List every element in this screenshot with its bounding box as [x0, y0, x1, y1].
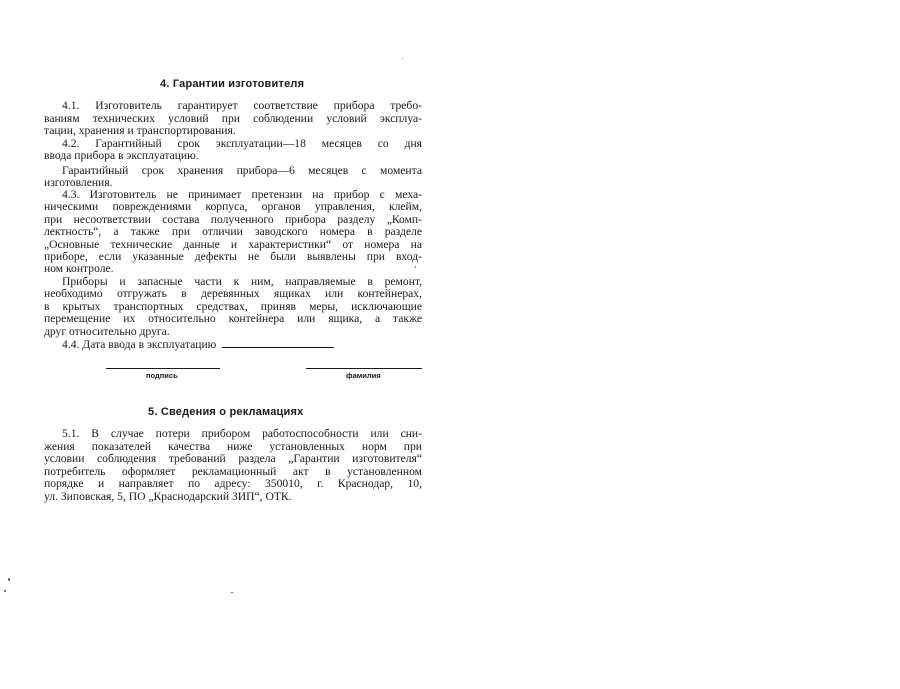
commissioning-date-row	[62, 337, 422, 351]
paragraph-line: 5.1. В случае потери прибором работоспособности или сни-	[62, 427, 422, 440]
surname-rule	[306, 368, 422, 369]
section-4-title: 4. Гарантии изготовителя	[160, 78, 305, 90]
surname-caption: фамилия	[346, 371, 381, 380]
paragraph-line: условии соблюдения требований раздела „Гарантии изготовителя“	[44, 452, 422, 465]
paragraph-line: потребитель оформляет рекламационный акт в установленном	[44, 465, 422, 478]
paragraph-line: ническими повреждениями корпуса, органов управления, клейм,	[44, 200, 422, 213]
paragraph-line: лектность“, а также при отличии заводского номера в разделе	[44, 225, 422, 238]
paragraph-line: изготовления.	[44, 176, 113, 189]
signature-rule	[106, 368, 220, 369]
commissioning-date-blank	[222, 337, 334, 348]
paragraph-line: приборе, если указанные дефекты не были выявлены при вход-	[44, 250, 422, 263]
paragraph-line: „Основные технические данные и характеристики“ от номера на	[44, 238, 422, 251]
scan-speck	[415, 266, 416, 268]
paragraph-line: ввода прибора в эксплуатацию.	[44, 149, 199, 162]
scan-speck	[402, 58, 403, 59]
paragraph-line: ваниям технических условий при соблюдении условий эксплуа-	[44, 112, 422, 125]
commissioning-date-label: 4.4. Дата ввода в эксплуатацию	[62, 338, 217, 351]
scan-speck	[231, 592, 233, 593]
paragraph-line: при несоответствии состава полученного прибора разделу „Комп-	[44, 213, 422, 226]
paragraph-line: 4.3. Изготовитель не принимает претензии на прибор с меха-	[62, 188, 422, 201]
paragraph-line: ном контроле.	[44, 262, 114, 275]
paragraph-line: Приборы и запасные части к ним, направляемые в ремонт,	[62, 275, 422, 288]
paragraph-line: необходимо отгружать в деревянных ящиках или контейнерах,	[44, 287, 422, 300]
paragraph-line: 4.2. Гарантийный срок эксплуатации—18 месяцев со дня	[62, 137, 422, 150]
signature-caption: подпись	[146, 371, 178, 380]
paragraph-line: перемещение их относительно контейнера или ящика, а также	[44, 312, 422, 325]
paragraph-line: в крытых транспортных средствах, приняв меры, исключающие	[44, 300, 422, 313]
paragraph-line: 4.1. Изготовитель гарантирует соответствие прибора требо-	[62, 99, 422, 112]
scan-speck	[8, 578, 10, 581]
paragraph-line: ул. Зиповская, 5, ПО „Краснодарский ЗИП“, ОТК.	[44, 490, 292, 503]
paragraph-line: друг относительно друга.	[44, 325, 170, 338]
paragraph-line: тации, хранения и транспортирования.	[44, 124, 236, 137]
section-5-title: 5. Сведения о рекламациях	[148, 406, 304, 418]
scan-speck	[4, 590, 6, 592]
paragraph-line: жения показателей качества ниже установленных норм при	[44, 440, 422, 453]
paragraph-line: Гарантийный срок хранения прибора—6 месяцев с момента	[62, 164, 422, 177]
paragraph-line: порядке и направляет по адресу: 350010, г. Краснодар, 10,	[44, 477, 422, 490]
